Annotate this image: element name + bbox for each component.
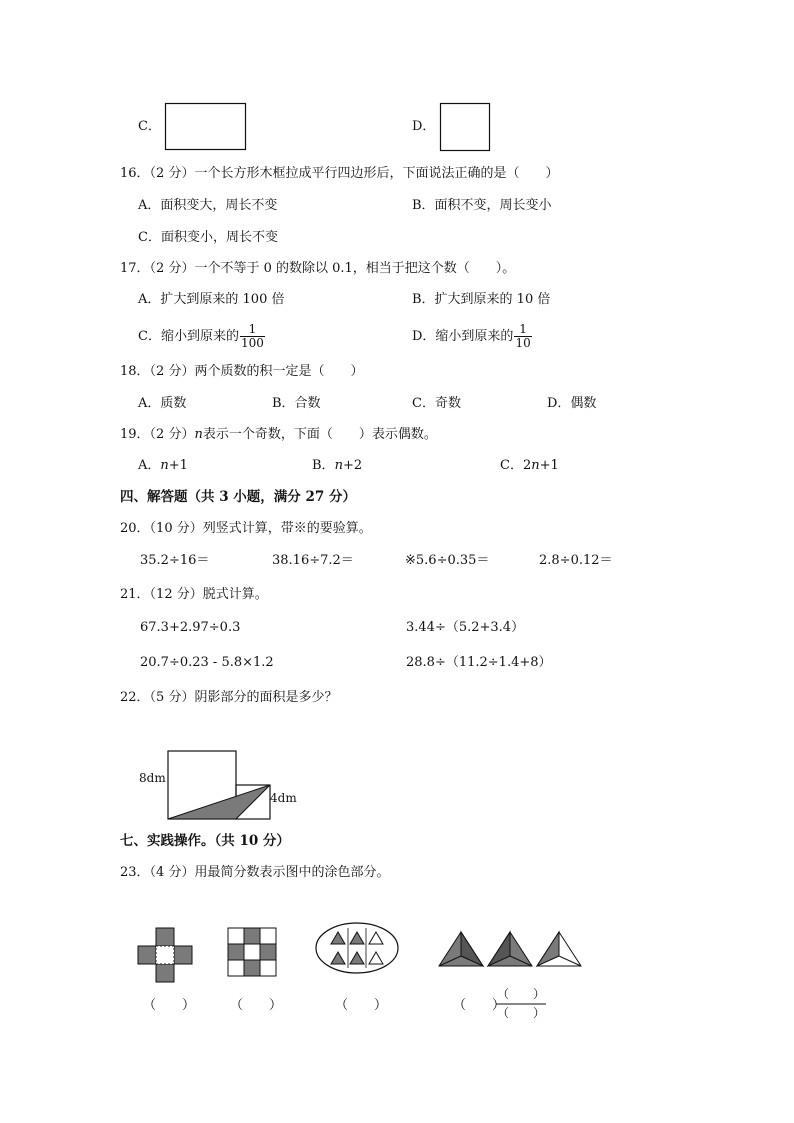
- q19-option-b-var: n: [334, 458, 343, 473]
- q17-option-c-text: C．缩小到原来的: [138, 329, 239, 344]
- q23-figure-cross: [138, 928, 194, 984]
- q15-option-d-label[interactable]: D．: [412, 119, 436, 134]
- q23-figure-pyramids: [437, 930, 583, 970]
- q17-option-c-denominator: 100: [240, 336, 264, 350]
- q19-option-a-label: A．: [138, 458, 161, 473]
- section4-title: 四、解答题（共 3 小题，满分 27 分）: [120, 489, 356, 505]
- q17-option-d-numerator: 1: [514, 323, 531, 337]
- q19-option-b[interactable]: [312, 458, 362, 474]
- q20-expr3: ※5.6÷0.35＝: [405, 553, 490, 568]
- q22-shaded-triangle: [168, 785, 270, 819]
- q19-stem-prefix: 19．（2 分）: [120, 427, 195, 442]
- q19-option-c[interactable]: [500, 458, 559, 474]
- q16-option-c[interactable]: C．面积变小，周长不变: [138, 230, 278, 245]
- q17-option-d-text: D．缩小到原来的: [412, 329, 514, 344]
- q17-option-d[interactable]: [412, 320, 532, 354]
- q17-option-d-denominator: 10: [515, 336, 531, 350]
- q17-option-c-numerator: 1: [240, 323, 265, 337]
- q20-expr2: 38.16÷7.2＝: [272, 553, 354, 568]
- q17-option-b[interactable]: B．扩大到原来的 10 倍: [412, 292, 551, 307]
- q19-option-a[interactable]: [138, 458, 188, 474]
- q23-blank-4-numerator[interactable]: （ ）: [497, 987, 546, 1001]
- q22-stem: 22．（5 分）阴影部分的面积是多少？: [120, 690, 338, 705]
- q21-expr3: 20.7÷0.23 - 5.8×1.2: [140, 655, 274, 670]
- q17-option-d-fraction: [514, 323, 531, 350]
- q19-stem-var: n: [194, 427, 203, 442]
- q19-stem-suffix: 表示一个奇数，下面（ ）表示偶数。: [202, 427, 437, 442]
- q17-option-a[interactable]: A．扩大到原来的 100 倍: [138, 292, 285, 307]
- q19-option-c-label: C．2: [500, 458, 532, 473]
- q19-option-c-rest: +1: [539, 458, 559, 473]
- q23-blank-4[interactable]: （ ）: [453, 998, 506, 1013]
- q19-stem: [120, 427, 437, 443]
- q20-expr4: 2.8÷0.12＝: [539, 553, 613, 568]
- q18-option-b[interactable]: B．合数: [272, 396, 321, 411]
- q17-stem: 17．（2 分）一个不等于 0 的数除以 0.1，相当于把这个数（ ）。: [120, 261, 516, 276]
- q15-option-d-figure: [440, 103, 492, 153]
- q20-expr1: 35.2÷16＝: [140, 553, 210, 568]
- q22-label-small: 4dm: [270, 791, 297, 805]
- q23-figure-grid: [228, 928, 278, 978]
- pyramid-3: [537, 932, 581, 966]
- q23-blank-4-denominator[interactable]: （ ）: [497, 1006, 546, 1020]
- q22-label-big: 8dm: [139, 771, 166, 785]
- q23-blank-2[interactable]: （ ）: [230, 998, 283, 1013]
- section7-title: 七、实践操作。（共 10 分）: [120, 833, 290, 849]
- q18-option-a[interactable]: A．质数: [138, 396, 187, 411]
- q19-option-a-var: n: [160, 458, 169, 473]
- q19-option-b-label: B．: [312, 458, 335, 473]
- q21-expr2: 3.44÷（5.2+3.4）: [406, 620, 525, 635]
- q23-blank-1[interactable]: （ ）: [143, 998, 196, 1013]
- q19-option-b-rest: +2: [342, 458, 363, 473]
- q20-stem: 20．（10 分）列竖式计算，带※的要验算。: [120, 521, 372, 536]
- q19-option-c-var: n: [531, 458, 540, 473]
- q17-option-c-fraction: [240, 323, 265, 350]
- q18-stem: 18．（2 分）两个质数的积一定是（ ）: [120, 364, 364, 379]
- q21-expr4: 28.8÷（11.2÷1.4+8）: [406, 655, 552, 670]
- pyramid-1: [439, 932, 483, 966]
- q21-stem: 21．（12 分）脱式计算。: [120, 587, 268, 602]
- q15-option-c-figure: [165, 103, 247, 151]
- q16-option-a[interactable]: A．面积变大，周长不变: [138, 198, 278, 213]
- pyramid-2: [488, 932, 532, 966]
- q18-option-d[interactable]: D．偶数: [547, 396, 597, 411]
- q23-figure-ellipse: [315, 922, 399, 974]
- q18-option-c[interactable]: C．奇数: [412, 396, 461, 411]
- q21-expr1: 67.3+2.97÷0.3: [140, 620, 241, 635]
- q23-stem: 23．（4 分）用最简分数表示图中的涂色部分。: [120, 865, 390, 880]
- q23-blank-3[interactable]: （ ）: [335, 998, 388, 1013]
- q19-option-a-rest: +1: [168, 458, 188, 473]
- q15-option-c-label[interactable]: C．: [138, 119, 161, 134]
- q16-option-b[interactable]: B．面积不变，周长变小: [412, 198, 552, 213]
- q17-option-c[interactable]: [138, 320, 265, 354]
- q16-stem: 16．（2 分）一个长方形木框拉成平行四边形后，下面说法正确的是（ ）: [120, 166, 559, 181]
